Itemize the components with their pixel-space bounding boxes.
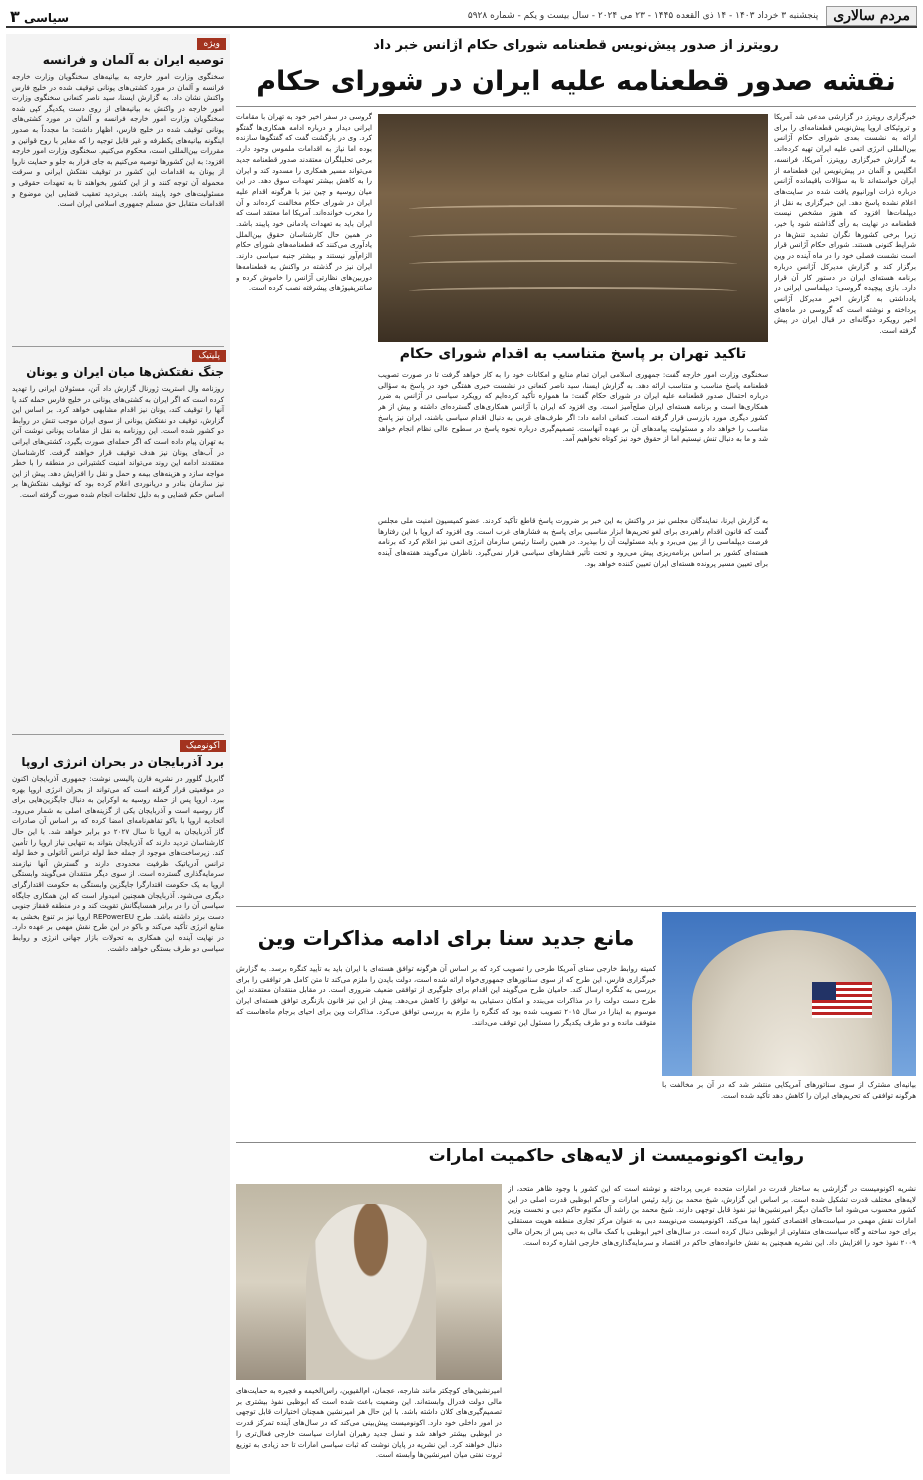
page-header bbox=[6, 6, 917, 28]
category-tag: اکونومیک bbox=[180, 740, 226, 752]
mid-text: سخنگوی وزارت امور خارجه گفت: جمهوری اسلامی ایران تمام منابع و امکانات خود را به کار خواهد گرفت تا در صورت تصویب قطعنامه پاسخ مناسب و متناسب ارائه دهد. به گزارش ایسنا، سید ناصر کنعانی در نشست خبری هفتگی خود در پاسخ به سؤالی درباره احتمال صدور قطعنامه علیه ایران در شورای حکام گفت: ما همواره تأکید کرده‌ایم که رویکرد سیاسی در آژانس به ضرر همکاری‌ها است و برنامه هسته‌ای ایران صلح‌آمیز است. وی افزود که ایران با آژانس همکاری‌های گسترده‌ای داشته و بیش از هر کشور دیگری مورد بازرسی قرار گرفته است. کنعانی ادامه داد: اگر طرف‌های غربی به دنبال اقدام سیاسی باشند، ایران نیز پاسخ مناسب را خواهد داد و مسئولیت پیامدهای آن بر عهده آنهاست. تصمیم‌گیری درباره نحوه پاسخ در سطوح عالی نظام انجام خواهد شد و ما به دنبال تنش نیستیم اما از حقوق خود نیز کوتاه نخواهیم آمد. bbox=[378, 370, 768, 444]
story2-caption bbox=[662, 1080, 916, 1140]
divider bbox=[236, 106, 916, 107]
story3-headline: روایت اکونومیست از لایه‌های حاکمیت امارات bbox=[428, 1146, 804, 1166]
section-title: برد آذربایجان در بحران انرژی اروپا bbox=[21, 755, 224, 769]
story3-body bbox=[508, 1184, 916, 1474]
subheadline: تاکید تهران بر پاسخ متناسب به اقدام شورای حکام bbox=[399, 346, 747, 362]
left-column bbox=[236, 112, 372, 902]
divider bbox=[236, 906, 916, 907]
capitol-photo bbox=[662, 912, 916, 1076]
story3b-text: امیرنشین‌های کوچکتر مانند شارجه، عجمان، ام‌القیوین، راس‌الخیمه و فجیره به حمایت‌های مالی دولت فدرال وابسته‌اند. این وضعیت باعث شده است که ابوظبی نفوذ بیشتری بر تصمیم‌گیری‌های کلان داشته باشد. با این حال هر امیرنشین همچنان اختیارات قابل توجهی در امور داخلی خود دارد. اکونومیست پیش‌بینی می‌کند که در سال‌های آینده تمرکز قدرت در ابوظبی بیشتر خواهد شد و نسل جدید رهبران امارات سیاست خارجی فعال‌تری را دنبال خواهند کرد. این نشریه در پایان نوشت که ثبات سیاسی امارات تا حد زیادی به توزیع ثروت نفتی میان امیرنشین‌ها وابسته است. bbox=[236, 1386, 502, 1460]
lead-column bbox=[774, 112, 916, 902]
story2-text: کمیته روابط خارجی سنای آمریکا طرحی را تصویب کرد که بر اساس آن هرگونه توافق هسته‌ای با ایران باید به تأیید کنگره برسد. به گزارش خبرگزاری فارس، این طرح که از سوی سناتورهای جمهوری‌خواه ارائه شده است، دولت بایدن را ملزم می‌کند تا متن کامل هر توافقی را برای بررسی به کنگره ارسال کند. حامیان طرح می‌گویند این اقدام برای جلوگیری از توافقی ضعیف ضروری است. در مقابل منتقدان معتقدند این طرح دست دولت را در مذاکرات می‌بندد و امکان دستیابی به توافق را کاهش می‌دهد. پیش از این نیز قانون بازنگری توافق هسته‌ای ایران موسوم به اینارا در سال ۲۰۱۵ تصویب شده بود که کنگره را ملزم به بررسی توافق می‌کرد. مذاکرات وین برای احیای برجام ماه‌هاست که متوقف مانده و دو طرف یکدیگر را مسئول این توقف می‌دانند. bbox=[236, 964, 656, 1027]
section-body: گابریل گلوور در نشریه فارن پالیسی نوشت: جمهوری آذربایجان اکنون در موقعیتی قرار گرفته است که می‌تواند از بحران انرژی اروپا بهره ببرد. اروپا پس از حمله روسیه به اوکراین به دنبال جایگزین‌هایی برای گاز روسیه است و آذربایجان یکی از گزینه‌های اصلی به شمار می‌رود. اتحادیه اروپا با باکو تفاهم‌نامه‌ای امضا کرده که بر اساس آن صادرات گاز آذربایجان به اروپا تا سال ۲۰۲۷ دو برابر خواهد شد. با این حال کارشناسان تردید دارند که آذربایجان بتواند به تنهایی نیاز اروپا را تأمین کند. زیرساخت‌های موجود از جمله خط لوله ترانس آناتولی و خط لوله ترانس آدریاتیک ظرفیت محدودی دارند و گسترش آنها نیازمند سرمایه‌گذاری گسترده است. از سوی دیگر منتقدان می‌گویند وابستگی اروپا به یک حکومت اقتدارگرا جایگزین وابستگی به حکومت اقتدارگرای دیگری می‌شود. آذربایجان همچنین امیدوار است که این همکاری جایگاه سیاسی آن را در برابر همسایگانش تقویت کند و در منطقه قفقاز جنوبی دست برتر داشته باشد. طرح REPowerEU اروپا نیز بر تنوع بخشی به منابع انرژی تأکید می‌کند و باکو در این طرح نقش مهمی بر عهده دارد. در نهایت آینده این همکاری به تحولات بازار جهانی انرژی و روابط سیاسی دو طرف بستگی خواهد داشت. bbox=[12, 774, 224, 953]
story3-text: نشریه اکونومیست در گزارشی به ساختار قدرت در امارات متحده عربی پرداخته و نوشته است که این کشور با وجود ظاهر متحد، از لایه‌های مختلف قدرت تشکیل شده است. بر اساس این گزارش، شیخ محمد بن زاید رئیس امارات و حاکم ابوظبی قدرت اصلی در این کشور محسوب می‌شود اما حاکمان دیگر امیرنشین‌ها نیز نفوذ قابل توجهی دارند. شیخ محمد بن راشد آل مکتوم حاکم دبی و نخست وزیر امارات نقش مهمی در سیاست‌های اقتصادی کشور ایفا می‌کند. اکونومیست می‌نویسد دبی به عنوان مرکز تجاری منطقه هویت مستقلی برای خود ساخته و گاه سیاست‌های متفاوتی از ابوظبی دنبال کرده است. در سال‌های اخیر ابوظبی با کمک مالی به دبی پس از بحران مالی ۲۰۰۹ نفوذ خود را افزایش داد. این نشریه همچنین به نقش خانواده‌های حاکم در اقتصاد و سرمایه‌گذاری‌های خارجی اشاره کرده است. bbox=[508, 1184, 916, 1247]
leader-portrait-photo bbox=[236, 1184, 502, 1380]
mid-column bbox=[378, 370, 768, 510]
category-tag: پلیتیک bbox=[192, 350, 226, 362]
section-body: روزنامه وال استریت ژورنال گزارش داد آتن، مسئولان ایرانی را تهدید کرده است که اگر ایران به کشتی‌های یونانی در خلیج فارس حمله کند یا آنها را توقیف کند، یونان نیز اقدام مشابهی خواهد کرد. بر اساس این گزارش، توقیف دو نفتکش یونانی از سوی ایران موجب تنش در روابط دو کشور شده است. این روزنامه به نقل از مقامات یونانی نوشت آتن به تهران پیام داده است که اگر حمله‌ای صورت بگیرد، کشتی‌های ایرانی در آب‌های یونان نیز هدف توقیف قرار خواهند گرفت. کارشناسان معتقدند ادامه این روند می‌تواند امنیت کشتیرانی در منطقه را با خطر مواجه سازد و هزینه‌های بیمه و حمل و نقل را افزایش دهد. پیش از این نیز سازمان بنادر و دریانوردی اعلام کرده بود که توقیف نفتکش‌ها بر اساس حکم قضایی و به دلیل تخلفات انجام شده صورت گرفته است. bbox=[12, 384, 224, 499]
story3-continued bbox=[236, 1386, 502, 1474]
extra-column bbox=[378, 516, 768, 902]
story2-headline: مانع جدید سنا برای ادامه مذاکرات وین bbox=[257, 926, 635, 950]
story2-body bbox=[236, 964, 656, 1140]
kicker: رویترز از صدور پیش‌نویس قطعنامه شورای حکام آژانس خبر داد bbox=[373, 38, 779, 53]
divider bbox=[12, 734, 224, 735]
dateline: پنجشنبه ۳ خرداد ۱۴۰۳ - ۱۴ ذی القعده ۱۴۴۵ - ۲۳ می ۲۰۲۴ - سال بیست و یکم - شماره ۵۹۲۸ bbox=[467, 11, 819, 21]
sidebar bbox=[6, 34, 230, 1474]
lead-text: خبرگزاری رویترز در گزارشی مدعی شد آمریکا و تروئیکای اروپا پیش‌نویس قطعنامه‌ای را برای ارائه به نشست بعدی شورای حکام آژانس بین‌المللی انرژی اتمی علیه ایران تهیه کرده‌اند. به گزارش خبرگزاری رویترز، آمریکا، فرانسه، انگلیس و آلمان در پیش‌نویس این قطعنامه از ایران خواسته‌اند تا به سؤالات باقیمانده آژانس درباره ذرات اورانیوم یافت شده در سایت‌های اعلام نشده پاسخ دهد. این خبرگزاری به نقل از دیپلمات‌ها افزود که هنوز مشخص نیست قطعنامه در نهایت به رأی گذاشته شود یا خیر، زیرا برخی کشورها نگران تشدید تنش‌ها در شرایط کنونی هستند. شورای حکام آژانس قرار است نشست فصلی خود را در ماه آینده در وین برگزار کند و گزارش مدیرکل آژانس درباره برنامه هسته‌ای ایران در دستور کار آن قرار دارد. بازی پیچیده گروسی: دیپلماسی ایرانی در یادداشتی به گزارش اخیر مدیرکل آژانس پرداخته و نوشته است که گروسی در ماه‌های اخیر رویکرد دوگانه‌ای در قبال ایران در پیش گرفته است. bbox=[774, 112, 916, 336]
extra-text: به گزارش ایرنا، نمایندگان مجلس نیز در واکنش به این خبر بر ضرورت پاسخ قاطع تأکید کردند. عضو کمیسیون امنیت ملی مجلس گفت که قانون اقدام راهبردی برای لغو تحریم‌ها ابزار مناسبی برای پاسخ به فشارهای غرب است. وی افزود که اروپا با این رفتارها فرصت دیپلماسی را از بین می‌برد و باید مسئولیت آن را بپذیرد. در همین راستا رئیس سازمان انرژی اتمی نیز اعلام کرد که برنامه هسته‌ای کشور بر اساس برنامه‌ریزی پیش می‌رود و تحت تأثیر فشارهای سیاسی قرار نمی‌گیرد. ناظران می‌گویند هفته‌های آینده برای تعیین مسیر پرونده هسته‌ای ایران تعیین کننده خواهد بود. bbox=[378, 516, 768, 568]
headline: نقشه صدور قطعنامه علیه ایران در شورای حکام bbox=[256, 66, 896, 97]
section-title: جنگ نفتکش‌ها میان ایران و یونان bbox=[26, 365, 224, 379]
page-label: سیاسی ۳ bbox=[10, 6, 70, 26]
divider bbox=[12, 346, 224, 347]
caption-text: بیانیه‌ای مشترک از سوی سناتورهای آمریکایی منتشر شد که در آن بر مخالفت با هرگونه توافقی که تحریم‌های ایران را کاهش دهد تأکید شده است. bbox=[662, 1080, 916, 1100]
category-tag: ویژه bbox=[197, 38, 226, 50]
sidebar-section-2 bbox=[6, 350, 230, 730]
section-body: سخنگوی وزارت امور خارجه به بیانیه‌های سخنگویان وزارت خارجه فرانسه و آلمان در مورد کشتی‌های یونانی توقیف شده در خلیج فارس واکنش نشان داد. به گزارش ایسنا، سید ناصر کنعانی سخنگوی وزارت امور خارجه در واکنش به بیانیه‌های از روی دست یکدیگر کپی شده سخنگویان وزارت امور خارجه فرانسه و آلمان در مورد کشتی‌های یونانی توقیف شده در خلیج فارس، اظهار داشت: ما مجدداً به صدور اینگونه بیانیه‌های یکطرفه و غیر قابل توجیه را که مغایر با روح قوانین و مقررات بین‌المللی است، محکوم می‌کنیم. سخنگوی وزارت امور خارجه افزود: به این کشورها توصیه می‌کنیم به جای فرار به جلو و حمایت ناروا از یونان به اقدامات این کشور در توقیف نفتکش ایرانی و سرقت محموله آن توجه کنند و از این کشور بخواهند تا به تعهدات حقوقی و مسئولیت‌های خود پایبند باشد. بی‌تردید تعقیب قضایی این موضوع و اقدامات متقابل حق مسلم جمهوری اسلامی ایران است. bbox=[12, 72, 224, 209]
left-text: گروسی در سفر اخیر خود به تهران با مقامات ایرانی دیدار و درباره ادامه همکاری‌ها گفتگو کرد. وی در بازگشت گفت که گفتگوها سازنده بوده اما نیاز به اقدامات ملموس وجود دارد. برخی تحلیلگران معتقدند صدور قطعنامه جدید می‌تواند مسیر همکاری را مسدود کند و ایران را به کاهش بیشتر تعهدات سوق دهد. در این میان روسیه و چین نیز با هرگونه اقدام علیه ایران در شورای حکام مخالفت کرده‌اند و آن را مخرب خوانده‌اند. آمریکا اما معتقد است که ایران باید به تعهدات پادمانی خود پایبند باشد. در همین حال کارشناسان حقوق بین‌الملل یادآوری می‌کنند که قطعنامه‌های شورای حکام الزام‌آور نیستند و بیشتر جنبه سیاسی دارند. ایران نیز در گذشته در واکنش به قطعنامه‌ها دوربین‌های نظارتی آژانس را خاموش کرده و سانتریفیوژهای پیشرفته نصب کرده است. bbox=[236, 112, 372, 293]
divider bbox=[236, 1142, 916, 1143]
section-title: توصیه ایران به آلمان و فرانسه bbox=[42, 53, 224, 67]
council-meeting-photo bbox=[378, 114, 768, 342]
sidebar-section-3 bbox=[6, 740, 230, 1470]
newspaper-logo: مردم سالاری bbox=[826, 6, 917, 26]
sidebar-section-1 bbox=[6, 38, 230, 378]
